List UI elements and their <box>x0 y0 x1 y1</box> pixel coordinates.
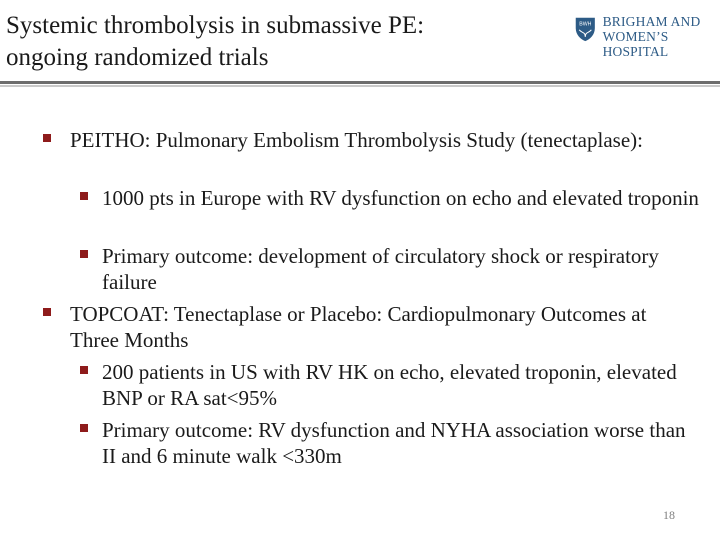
sub-bullet-topcoat-population <box>102 360 702 411</box>
logo-text <box>603 14 720 59</box>
slide-title <box>6 10 424 74</box>
sub-bullet-text: 1000 pts in Europe with RV dysfunction on echo and elevated troponin <box>102 186 699 210</box>
title-line-2: ongoing randomized trials <box>6 44 269 71</box>
page-number: 18 <box>663 508 675 522</box>
logo-mark-text: BWH <box>579 21 592 28</box>
shield-icon <box>574 14 597 44</box>
logo-line-1: BRIGHAM AND <box>602 14 701 29</box>
title-divider-shadow <box>0 85 720 87</box>
bullet-topcoat <box>70 302 700 353</box>
bullet-text: TOPCOAT: Tenectaplase or Placebo: Cardiopulmonary Outcomes at Three Months <box>70 302 647 352</box>
sub-bullet-text: Primary outcome: RV dysfunction and NYHA association worse than II and 6 minute walk <330m <box>102 418 686 468</box>
sub-bullet-marker <box>80 366 88 374</box>
sub-bullet-text: 200 patients in US with RV HK on echo, elevated troponin, elevated BNP or RA sat<95% <box>102 360 677 410</box>
title-divider <box>0 81 720 84</box>
sub-bullet-marker <box>80 192 88 200</box>
hospital-logo <box>574 14 720 59</box>
sub-bullet-peitho-outcome <box>102 244 702 295</box>
sub-bullet-text: Primary outcome: development of circulatory shock or respiratory failure <box>102 244 659 294</box>
sub-bullet-topcoat-outcome <box>102 418 702 469</box>
bullet-marker <box>43 134 51 142</box>
bullet-text: PEITHO: Pulmonary Embolism Thrombolysis Study (tenectaplase): <box>70 128 643 152</box>
title-line-1: Systemic thrombolysis in submassive PE: <box>6 12 425 39</box>
sub-bullet-peitho-population <box>102 186 702 212</box>
sub-bullet-marker <box>80 424 88 432</box>
bullet-peitho <box>70 128 700 154</box>
logo-line-2: WOMEN’S HOSPITAL <box>602 29 669 59</box>
sub-bullet-marker <box>80 250 88 258</box>
bullet-marker <box>43 308 51 316</box>
